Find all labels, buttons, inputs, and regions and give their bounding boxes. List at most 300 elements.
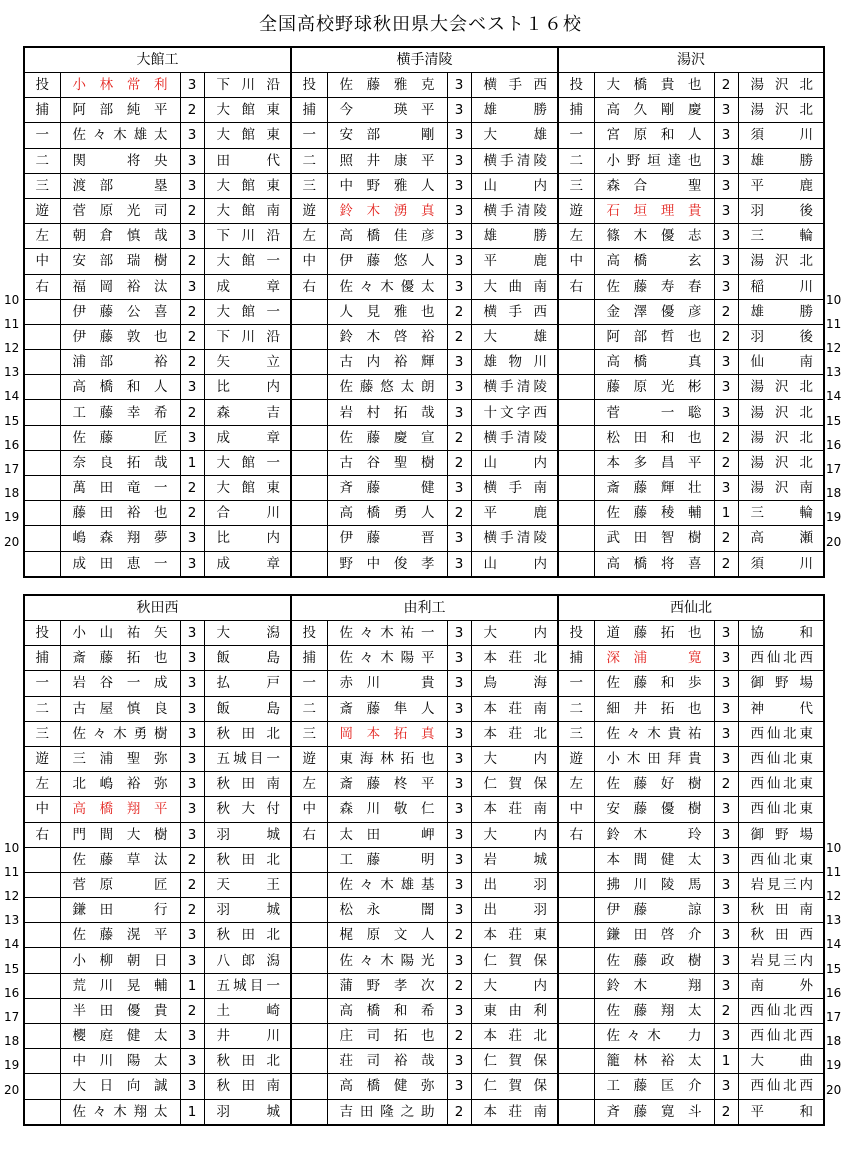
school-cell: 南外: [738, 973, 824, 998]
player-name: 道藤拓也: [594, 621, 714, 646]
school-cell: 湯沢北: [738, 375, 824, 400]
player-name: 阿部純平: [60, 98, 180, 123]
player-row: [24, 299, 824, 324]
player-name: 人見雅也: [327, 299, 447, 324]
position-cell: [291, 324, 327, 349]
school-cell: 西仙北東: [738, 746, 824, 771]
grade-cell: 3: [714, 123, 738, 148]
row-number: [826, 143, 841, 167]
school-cell: 仁賀保: [471, 1049, 558, 1074]
grade-cell: 3: [180, 621, 204, 646]
position-cell: [558, 400, 594, 425]
grade-cell: 3: [447, 822, 471, 847]
player-name: 佐藤好樹: [594, 772, 714, 797]
grade-cell: 2: [180, 249, 204, 274]
grade-cell: 2: [447, 450, 471, 475]
grade-cell: 3: [714, 274, 738, 299]
school-cell: 本荘南: [471, 797, 558, 822]
player-name: 小野垣達也: [594, 148, 714, 173]
grade-cell: 3: [447, 274, 471, 299]
row-number: 16: [826, 985, 841, 1000]
school-cell: 湯沢北: [738, 73, 824, 98]
grade-cell: 3: [447, 772, 471, 797]
team-name: 由利工: [291, 595, 558, 621]
player-name: 三浦聖弥: [60, 746, 180, 771]
player-row: [24, 872, 824, 897]
grade-cell: 3: [714, 696, 738, 721]
grade-cell: 3: [714, 476, 738, 501]
player-row: [24, 973, 824, 998]
school-cell: 岩城: [471, 847, 558, 872]
player-name: 佐藤慶宣: [327, 425, 447, 450]
player-row: [24, 923, 824, 948]
grade-cell: 3: [447, 173, 471, 198]
position-cell: 捕: [558, 98, 594, 123]
page-title: 全国高校野球秋田県大会ベスト１６校: [259, 14, 582, 35]
grade-cell: 2: [180, 324, 204, 349]
school-cell: 仁賀保: [471, 948, 558, 973]
row-number: 11: [4, 316, 20, 331]
row-number: 19: [4, 1058, 20, 1073]
player-row: [24, 1074, 824, 1099]
player-name: 佐藤悠太朗: [327, 375, 447, 400]
row-number: [826, 812, 841, 836]
position-cell: 中: [291, 249, 327, 274]
player-name: 中川陽太: [60, 1049, 180, 1074]
player-name: 福岡裕汰: [60, 274, 180, 299]
grade-cell: 3: [714, 400, 738, 425]
position-cell: [24, 299, 60, 324]
row-number: [826, 618, 841, 642]
position-cell: [558, 948, 594, 973]
row-number: [4, 812, 24, 836]
school-cell: 御野場: [738, 671, 824, 696]
team-name: 大館工: [24, 47, 291, 73]
row-number: 19: [826, 1058, 841, 1073]
row-number: 14: [4, 937, 20, 952]
position-cell: [291, 1099, 327, 1125]
school-cell: 西仙北西: [738, 1074, 824, 1099]
position-cell: [24, 1074, 60, 1099]
position-cell: [558, 526, 594, 551]
grade-cell: 2: [180, 299, 204, 324]
school-cell: 羽後: [738, 198, 824, 223]
school-cell: 秋田北: [204, 721, 291, 746]
position-cell: 三: [24, 721, 60, 746]
school-cell: 矢立: [204, 350, 291, 375]
player-name: 松田和也: [594, 425, 714, 450]
position-cell: 捕: [558, 646, 594, 671]
row-number: 17: [4, 1010, 20, 1024]
player-row: [24, 148, 824, 173]
school-cell: 横手清陵: [471, 198, 558, 223]
grade-cell: 2: [447, 973, 471, 998]
grade-cell: 3: [714, 98, 738, 123]
school-cell: 平鹿: [471, 249, 558, 274]
grade-cell: 3: [714, 973, 738, 998]
grade-cell: 3: [180, 1049, 204, 1074]
player-name: 櫻庭健太: [60, 1024, 180, 1049]
player-name: 佐々木陽光: [327, 948, 447, 973]
position-cell: [558, 923, 594, 948]
player-row: [24, 476, 824, 501]
position-cell: [24, 551, 60, 577]
position-cell: [24, 425, 60, 450]
grade-cell: 2: [714, 73, 738, 98]
grade-cell: 2: [180, 501, 204, 526]
player-name: 伊藤公喜: [60, 299, 180, 324]
school-cell: 仁賀保: [471, 772, 558, 797]
row-number: 13: [4, 913, 20, 928]
player-name: 小柳朝日: [60, 948, 180, 973]
player-name: 菅 一聡: [594, 400, 714, 425]
school-cell: 大潟: [204, 621, 291, 646]
player-row: [24, 425, 824, 450]
position-cell: [291, 375, 327, 400]
position-cell: [291, 1074, 327, 1099]
row-numbers-right: [826, 70, 841, 554]
grade-cell: 3: [714, 173, 738, 198]
team-header-row: [24, 47, 824, 73]
player-name: 大日向誠: [60, 1074, 180, 1099]
player-name: 庄司拓也: [327, 1024, 447, 1049]
player-name: 阿部哲也: [594, 324, 714, 349]
position-cell: [24, 898, 60, 923]
position-cell: 中: [291, 797, 327, 822]
player-row: [24, 696, 824, 721]
position-cell: 三: [291, 721, 327, 746]
player-name: 関 将央: [60, 148, 180, 173]
position-cell: 投: [558, 73, 594, 98]
grade-cell: 3: [447, 400, 471, 425]
grade-cell: 2: [714, 1099, 738, 1125]
school-cell: 協和: [738, 621, 824, 646]
school-cell: 羽後: [738, 324, 824, 349]
row-number: 14: [826, 389, 841, 404]
row-number: 18: [4, 1034, 20, 1049]
row-number: [826, 191, 841, 215]
school-cell: 須川: [738, 551, 824, 577]
position-cell: [24, 1049, 60, 1074]
player-name: 梶原文人: [327, 923, 447, 948]
school-cell: 仁賀保: [471, 1074, 558, 1099]
row-number: 14: [826, 937, 841, 952]
grade-cell: 2: [447, 324, 471, 349]
player-name: 斎藤拓也: [60, 646, 180, 671]
grade-cell: 3: [447, 646, 471, 671]
school-cell: 須川: [738, 123, 824, 148]
position-cell: [291, 526, 327, 551]
position-cell: [291, 476, 327, 501]
school-cell: 平鹿: [471, 501, 558, 526]
grade-cell: 1: [180, 1099, 204, 1125]
player-name: 朝倉慎哉: [60, 224, 180, 249]
grade-cell: 3: [447, 1074, 471, 1099]
school-cell: 八郎潟: [204, 948, 291, 973]
position-cell: 二: [24, 696, 60, 721]
position-cell: [558, 1074, 594, 1099]
position-cell: [558, 375, 594, 400]
grade-cell: 2: [180, 872, 204, 897]
school-cell: 森吉: [204, 400, 291, 425]
position-cell: 遊: [24, 746, 60, 771]
school-cell: 東由利: [471, 998, 558, 1023]
grade-cell: 3: [180, 822, 204, 847]
player-name: 大橋貴也: [594, 73, 714, 98]
player-row: [24, 746, 824, 771]
player-row: [24, 501, 824, 526]
row-number: 16: [4, 437, 20, 452]
position-cell: [24, 998, 60, 1023]
school-cell: 出羽: [471, 872, 558, 897]
position-cell: 中: [24, 249, 60, 274]
position-cell: 遊: [558, 198, 594, 223]
position-cell: 左: [291, 772, 327, 797]
row-number: [4, 215, 24, 239]
player-name: 照井康平: [327, 148, 447, 173]
school-cell: 雄勝: [471, 224, 558, 249]
grade-cell: 3: [714, 249, 738, 274]
position-cell: 一: [558, 671, 594, 696]
grade-cell: 3: [714, 948, 738, 973]
grade-cell: 3: [714, 646, 738, 671]
player-name: 北嶋裕弥: [60, 772, 180, 797]
school-cell: 西仙北西: [738, 646, 824, 671]
player-row: [24, 998, 824, 1023]
school-cell: 大雄: [471, 123, 558, 148]
grade-cell: 3: [180, 1024, 204, 1049]
position-cell: 右: [24, 274, 60, 299]
grade-cell: 3: [714, 847, 738, 872]
school-cell: 西仙北西: [738, 998, 824, 1023]
grade-cell: 3: [180, 1074, 204, 1099]
row-number: [4, 94, 24, 118]
school-cell: 山内: [471, 551, 558, 577]
position-cell: 投: [291, 73, 327, 98]
player-name: 古屋慎良: [60, 696, 180, 721]
grade-cell: 3: [180, 646, 204, 671]
position-cell: [558, 1024, 594, 1049]
player-name: 佐藤和歩: [594, 671, 714, 696]
captain-name: 鈴木湧真: [327, 198, 447, 223]
row-number: [826, 264, 841, 288]
school-cell: 羽城: [204, 898, 291, 923]
player-name: 金澤優彦: [594, 299, 714, 324]
position-cell: [558, 350, 594, 375]
position-cell: [558, 998, 594, 1023]
player-row: [24, 721, 824, 746]
grade-cell: 3: [180, 123, 204, 148]
player-name: 萬田竜一: [60, 476, 180, 501]
position-cell: 一: [24, 671, 60, 696]
school-cell: 十文字西: [471, 400, 558, 425]
player-name: 安部瑞樹: [60, 249, 180, 274]
row-number: [4, 739, 24, 763]
position-cell: 投: [291, 621, 327, 646]
row-number: 10: [4, 292, 20, 307]
school-cell: 稲川: [738, 274, 824, 299]
grade-cell: 2: [714, 299, 738, 324]
position-cell: [24, 375, 60, 400]
row-number: 18: [826, 1034, 841, 1049]
player-name: 菅原光司: [60, 198, 180, 223]
position-cell: [558, 324, 594, 349]
player-name: 佐々木祐一: [327, 621, 447, 646]
grade-cell: 3: [714, 923, 738, 948]
grade-cell: 3: [447, 224, 471, 249]
player-name: 中野雅人: [327, 173, 447, 198]
grade-cell: 3: [714, 671, 738, 696]
position-cell: 投: [24, 621, 60, 646]
school-cell: 大雄: [471, 324, 558, 349]
row-number: [4, 763, 24, 787]
player-name: 斉藤寛斗: [594, 1099, 714, 1125]
player-name: 佐藤稜輔: [594, 501, 714, 526]
grade-cell: 2: [447, 299, 471, 324]
grade-cell: 2: [447, 501, 471, 526]
position-cell: 中: [24, 797, 60, 822]
school-cell: 田代: [204, 148, 291, 173]
player-name: 蒲野孝次: [327, 973, 447, 998]
player-row: [24, 621, 824, 646]
row-number: [826, 642, 841, 666]
grade-cell: 3: [714, 224, 738, 249]
school-cell: 本荘南: [471, 696, 558, 721]
position-cell: [558, 450, 594, 475]
player-name: 工藤 明: [327, 847, 447, 872]
row-number: [826, 715, 841, 739]
row-number: 13: [826, 365, 841, 380]
school-cell: 秋田北: [204, 923, 291, 948]
school-cell: 秋田南: [738, 898, 824, 923]
position-cell: 右: [558, 274, 594, 299]
position-cell: 投: [24, 73, 60, 98]
grade-cell: 3: [714, 198, 738, 223]
school-cell: 飯島: [204, 696, 291, 721]
position-cell: [291, 1049, 327, 1074]
player-name: 門間大樹: [60, 822, 180, 847]
player-row: [24, 772, 824, 797]
position-cell: 三: [558, 173, 594, 198]
player-row: [24, 400, 824, 425]
grade-cell: 3: [447, 621, 471, 646]
grade-cell: 1: [180, 450, 204, 475]
row-number: [826, 666, 841, 690]
player-name: 高橋健弥: [327, 1074, 447, 1099]
grade-cell: 3: [180, 772, 204, 797]
position-cell: [24, 973, 60, 998]
grade-cell: 3: [447, 872, 471, 897]
grade-cell: 2: [180, 476, 204, 501]
player-row: [24, 551, 824, 577]
captain-name: 高橋翔平: [60, 797, 180, 822]
school-cell: 五城目一: [204, 746, 291, 771]
player-row: [24, 847, 824, 872]
player-name: 鈴木 玲: [594, 822, 714, 847]
school-cell: 羽城: [204, 822, 291, 847]
team-header-row: [24, 595, 824, 621]
position-cell: 遊: [558, 746, 594, 771]
player-name: 森川敬仁: [327, 797, 447, 822]
school-cell: 大館一: [204, 299, 291, 324]
school-cell: 比内: [204, 526, 291, 551]
row-number: [4, 167, 24, 191]
player-name: 佐々木貴祐: [594, 721, 714, 746]
school-cell: 横手西: [471, 299, 558, 324]
player-name: 小木田拜貴: [594, 746, 714, 771]
school-cell: 秋田北: [204, 847, 291, 872]
position-cell: 一: [24, 123, 60, 148]
position-cell: [291, 1024, 327, 1049]
row-number: [826, 70, 841, 94]
position-cell: 中: [558, 249, 594, 274]
position-cell: 投: [558, 621, 594, 646]
grade-cell: 3: [447, 198, 471, 223]
player-name: 鎌田 行: [60, 898, 180, 923]
school-cell: 仙南: [738, 350, 824, 375]
position-cell: [291, 299, 327, 324]
grade-cell: 2: [180, 998, 204, 1023]
school-cell: 大館東: [204, 476, 291, 501]
school-cell: 横手清陵: [471, 425, 558, 450]
player-name: 高橋 真: [594, 350, 714, 375]
position-cell: 捕: [24, 646, 60, 671]
grade-cell: 2: [714, 998, 738, 1023]
row-number: [4, 787, 24, 811]
player-name: 鈴木啓裕: [327, 324, 447, 349]
grade-cell: 3: [180, 73, 204, 98]
school-cell: 岩見三内: [738, 948, 824, 973]
school-cell: 西仙北東: [738, 721, 824, 746]
position-cell: [558, 973, 594, 998]
grade-cell: 2: [180, 898, 204, 923]
player-row: [24, 224, 824, 249]
position-cell: 右: [558, 822, 594, 847]
player-name: 佐々木 力: [594, 1024, 714, 1049]
player-name: 古谷聖樹: [327, 450, 447, 475]
school-cell: 湯沢北: [738, 425, 824, 450]
grade-cell: 3: [180, 148, 204, 173]
row-number: 10: [4, 840, 20, 855]
player-row: [24, 1099, 824, 1125]
player-name: 岩村拓哉: [327, 400, 447, 425]
position-cell: 遊: [291, 198, 327, 223]
position-cell: [24, 501, 60, 526]
school-cell: 比内: [204, 375, 291, 400]
row-number: [4, 191, 24, 215]
position-cell: 左: [24, 224, 60, 249]
school-cell: 西仙北東: [738, 797, 824, 822]
row-number: 16: [4, 985, 20, 1000]
position-cell: [291, 872, 327, 897]
team-name: 秋田西: [24, 595, 291, 621]
row-number: [4, 642, 24, 666]
player-row: [24, 98, 824, 123]
player-name: 東海林拓也: [327, 746, 447, 771]
grade-cell: 3: [447, 847, 471, 872]
row-number: 18: [826, 486, 841, 501]
school-cell: 西仙北東: [738, 847, 824, 872]
grade-cell: 3: [714, 621, 738, 646]
grade-cell: 2: [714, 425, 738, 450]
grade-cell: 3: [180, 696, 204, 721]
captain-name: 石垣理貴: [594, 198, 714, 223]
grade-cell: 3: [447, 148, 471, 173]
grade-cell: 3: [180, 948, 204, 973]
position-cell: [24, 923, 60, 948]
player-name: 安藤優樹: [594, 797, 714, 822]
school-cell: 湯沢北: [738, 400, 824, 425]
